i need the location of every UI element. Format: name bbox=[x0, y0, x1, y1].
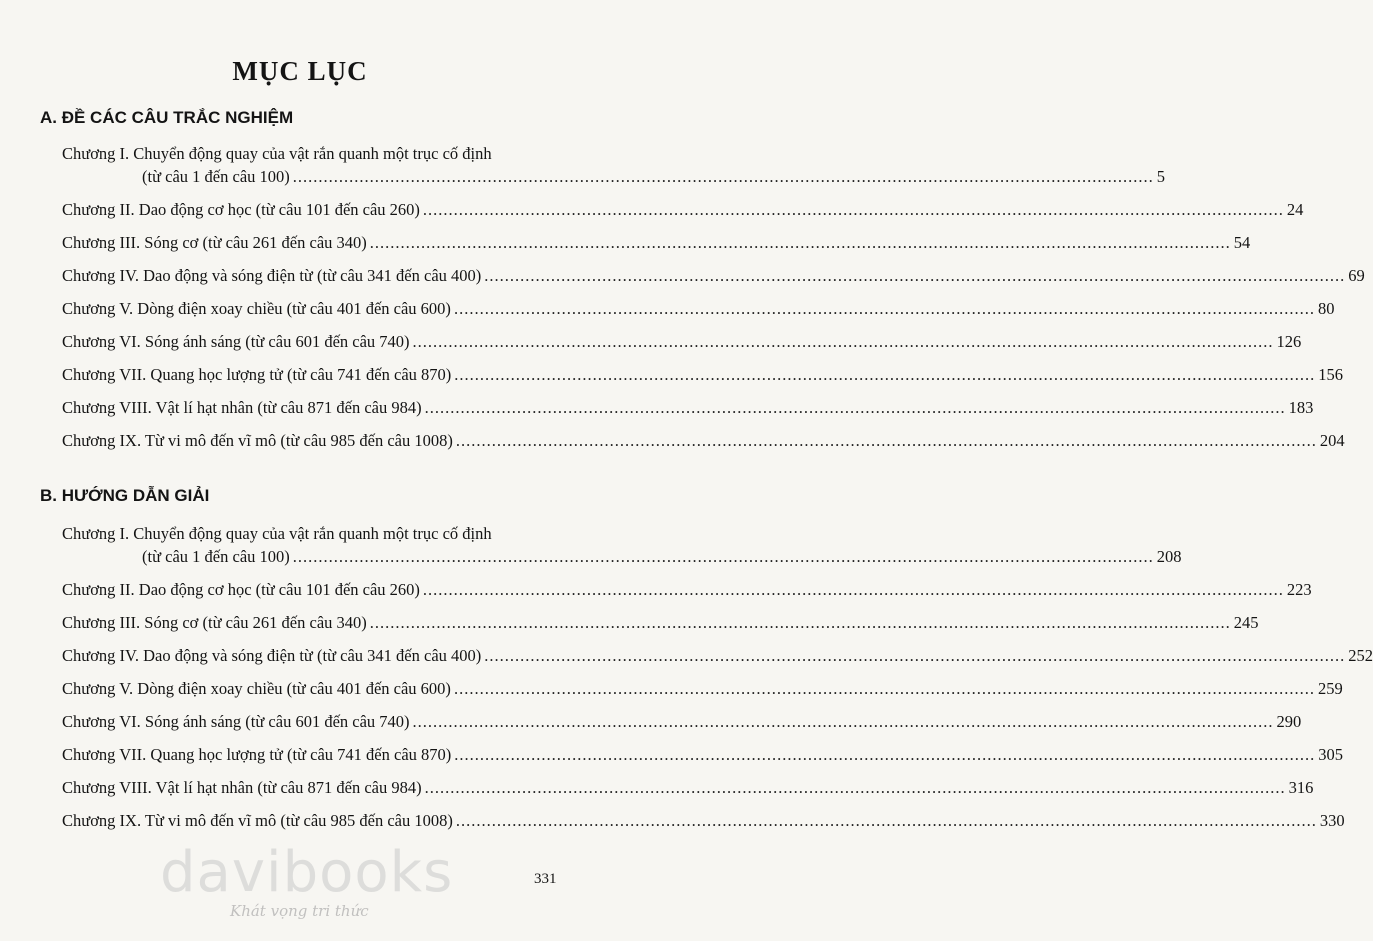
leader-dots bbox=[370, 233, 1231, 252]
toc-entry-page: 80 bbox=[1317, 299, 1335, 318]
toc-entry-title: Chương VI. Sóng ánh sáng (từ câu 601 đến câu 740) bbox=[62, 332, 410, 351]
toc-entry-page: 208 bbox=[1156, 547, 1182, 566]
toc-entry-subtitle: (từ câu 1 đến câu 100) bbox=[142, 167, 290, 186]
watermark-tagline: Khát vọng tri thức bbox=[230, 902, 369, 920]
toc-entry bbox=[62, 330, 1302, 353]
toc-entry-page: 204 bbox=[1319, 431, 1345, 450]
toc-entry bbox=[62, 231, 1251, 254]
toc-entry bbox=[62, 198, 1304, 221]
leader-dots bbox=[370, 613, 1231, 632]
toc-entry-title: Chương I. Chuyển động quay của vật rắn quanh một trục cố định bbox=[62, 524, 492, 543]
toc-entry-title: Chương VII. Quang học lượng tử (từ câu 741 đến câu 870) bbox=[62, 745, 452, 764]
leader-dots bbox=[454, 299, 1315, 318]
toc-entry bbox=[62, 644, 1373, 667]
toc-entry-page: 305 bbox=[1318, 745, 1344, 764]
toc-entry-title: Chương II. Dao động cơ học (từ câu 101 đến câu 260) bbox=[62, 580, 420, 599]
toc-entry bbox=[62, 578, 1312, 601]
toc-entry bbox=[62, 743, 1344, 766]
toc-entry-title: Chương I. Chuyển động quay của vật rắn quanh một trục cố định bbox=[62, 144, 492, 163]
toc-entry-title: Chương IX. Từ vi mô đến vĩ mô (từ câu 985 đến câu 1008) bbox=[62, 811, 453, 830]
toc-entry-title: Chương VI. Sóng ánh sáng (từ câu 601 đến câu 740) bbox=[62, 712, 410, 731]
leader-dots bbox=[413, 332, 1274, 351]
leader-dots bbox=[484, 266, 1345, 285]
leader-dots bbox=[293, 545, 1154, 568]
toc-entry-page: 126 bbox=[1276, 332, 1302, 351]
toc-entry-page: 252 bbox=[1348, 646, 1373, 665]
toc-section-a bbox=[62, 142, 1365, 462]
toc-entry-title: Chương IX. Từ vi mô đến vĩ mô (từ câu 985 đến câu 1008) bbox=[62, 431, 453, 450]
toc-entry bbox=[62, 611, 1259, 634]
toc-entry bbox=[62, 297, 1335, 320]
leader-dots bbox=[484, 646, 1345, 665]
leader-dots bbox=[423, 580, 1284, 599]
leader-dots bbox=[425, 778, 1286, 797]
toc-entry-title: Chương III. Sóng cơ (từ câu 261 đến câu 340) bbox=[62, 613, 367, 632]
toc-entry bbox=[62, 776, 1314, 799]
toc-entry-page: 69 bbox=[1348, 266, 1365, 285]
toc-entry bbox=[62, 677, 1343, 700]
leader-dots bbox=[454, 365, 1315, 384]
toc-entry-title: Chương III. Sóng cơ (từ câu 261 đến câu 340) bbox=[62, 233, 367, 252]
toc-entry-page: 259 bbox=[1317, 679, 1343, 698]
toc-entry bbox=[62, 522, 1182, 568]
toc-entry bbox=[62, 396, 1314, 419]
toc-entry bbox=[62, 142, 1166, 188]
toc-entry bbox=[62, 809, 1345, 832]
leader-dots bbox=[454, 679, 1315, 698]
watermark-brand: davibooks bbox=[160, 840, 454, 905]
toc-entry bbox=[62, 429, 1345, 452]
toc-entry-page: 223 bbox=[1286, 580, 1312, 599]
leader-dots bbox=[456, 431, 1317, 450]
toc-entry-title: Chương IV. Dao động và sóng điện từ (từ câu 341 đến câu 400) bbox=[62, 646, 482, 665]
toc-entry-page: 316 bbox=[1288, 778, 1314, 797]
toc-entry-page: 156 bbox=[1318, 365, 1344, 384]
toc-entry bbox=[62, 363, 1344, 386]
toc-entry-title: Chương VII. Quang học lượng tử (từ câu 741 đến câu 870) bbox=[62, 365, 452, 384]
page-number: 331 bbox=[534, 871, 557, 887]
toc-entry-title: Chương VIII. Vật lí hạt nhân (từ câu 871 đến câu 984) bbox=[62, 778, 422, 797]
toc-entry-page: 245 bbox=[1233, 613, 1259, 632]
toc-entry-page: 330 bbox=[1319, 811, 1345, 830]
toc-entry-page: 5 bbox=[1156, 167, 1166, 186]
toc-entry-page: 183 bbox=[1288, 398, 1314, 417]
leader-dots bbox=[413, 712, 1274, 731]
leader-dots bbox=[456, 811, 1317, 830]
toc-entry-page: 54 bbox=[1233, 233, 1251, 252]
toc-entry-title: Chương II. Dao động cơ học (từ câu 101 đến câu 260) bbox=[62, 200, 420, 219]
toc-section-b bbox=[62, 522, 1373, 842]
toc-entry-title: Chương VIII. Vật lí hạt nhân (từ câu 871 đến câu 984) bbox=[62, 398, 422, 417]
toc-entry bbox=[62, 710, 1302, 733]
toc-entry-title: Chương IV. Dao động và sóng điện từ (từ câu 341 đến câu 400) bbox=[62, 266, 482, 285]
section-heading-a: A. ĐỀ CÁC CÂU TRẮC NGHIỆM bbox=[40, 108, 294, 127]
toc-entry-subtitle: (từ câu 1 đến câu 100) bbox=[142, 547, 290, 566]
leader-dots bbox=[423, 200, 1284, 219]
leader-dots bbox=[454, 745, 1315, 764]
toc-entry-title: Chương V. Dòng điện xoay chiều (từ câu 401 đến câu 600) bbox=[62, 679, 451, 698]
leader-dots bbox=[425, 398, 1286, 417]
leader-dots bbox=[293, 165, 1154, 188]
section-heading-b: B. HƯỚNG DẪN GIẢI bbox=[40, 486, 210, 505]
toc-entry-page: 290 bbox=[1276, 712, 1302, 731]
toc-entry-page: 24 bbox=[1286, 200, 1304, 219]
page-title: MỤC LỤC bbox=[232, 56, 368, 86]
toc-entry bbox=[62, 264, 1365, 287]
toc-entry-title: Chương V. Dòng điện xoay chiều (từ câu 401 đến câu 600) bbox=[62, 299, 451, 318]
